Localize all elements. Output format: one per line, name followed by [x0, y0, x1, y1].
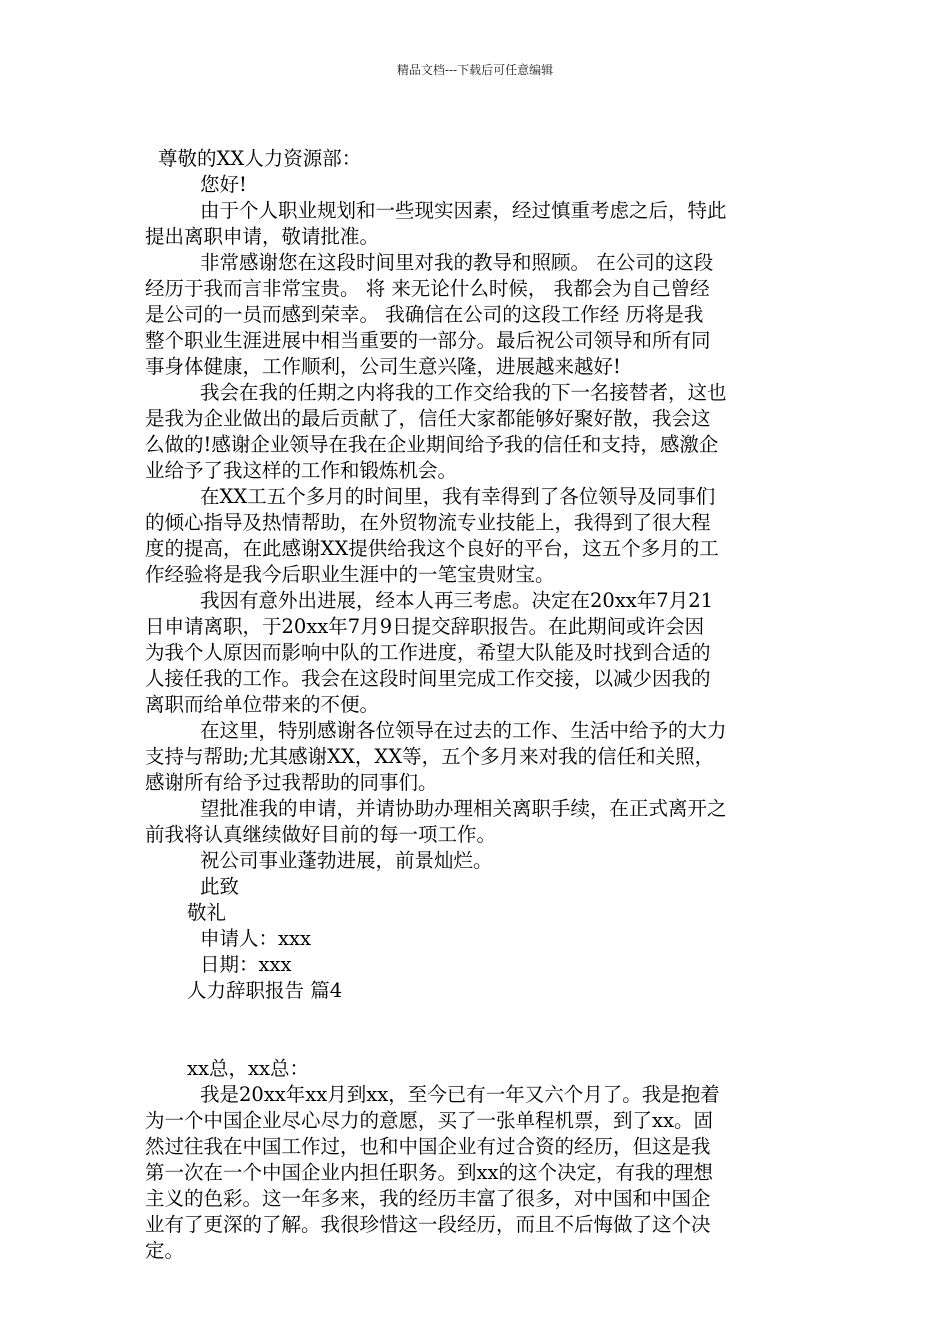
- paragraph-line: 祝公司事业蓬勃进展，前景灿烂。: [200, 849, 493, 872]
- paragraph-line: 日申请离职，于20xx年7月9日提交辞职报告。在此期间或许会因: [145, 615, 705, 638]
- paragraph-line: 整个职业生涯进展中相当重要的一部分。最后祝公司领导和所有同: [145, 329, 711, 352]
- spacer: [145, 1004, 815, 1056]
- section-title: 人力辞职报告 篇4: [187, 979, 343, 1002]
- paragraph-line: 为我个人原因而影响中队的工作进度，希望大队能及时找到合适的: [145, 641, 711, 664]
- paragraph-line: 前我将认真继续做好目前的每一项工作。: [145, 823, 497, 846]
- paragraph-line: 是公司的一员而感到荣幸。 我确信在公司的这段工作经 历将是我: [145, 303, 704, 326]
- paragraph-line: 为一个中国企业尽心尽力的意愿，买了一张单程机票，到了xx。固: [145, 1109, 713, 1132]
- paragraph-line: 业有了更深的了解。我很珍惜这一段经历，而且不后悔做了这个决: [145, 1213, 711, 1236]
- paragraph-line: 离职而给单位带来的不便。: [145, 693, 380, 716]
- paragraph-line: 的倾心指导及热情帮助，在外贸物流专业技能上，我得到了很大程: [145, 511, 711, 534]
- paragraph-line: 非常感谢您在这段时间里对我的教导和照顾。 在公司的这段: [200, 251, 714, 274]
- applicant-line: 申请人：xxx: [200, 927, 311, 950]
- paragraph-line: 度的提高，在此感谢XX提供给我这个良好的平台，这五个多月的工: [145, 537, 719, 560]
- paragraph-line: 我是20xx年xx月到xx，至今已有一年又六个月了。我是抱着: [200, 1083, 720, 1106]
- paragraph-line: 业给予了我这样的工作和锻炼机会。: [145, 459, 458, 482]
- paragraph-line: 主义的色彩。这一年多来，我的经历丰富了很多，对中国和中国企: [145, 1187, 711, 1210]
- paragraph-line: 第一次在一个中国企业内担任职务。到xx的这个决定，有我的理想: [145, 1161, 713, 1184]
- page-header: 精品文档---下载后可任意编辑: [396, 63, 554, 77]
- date-line: 日期：xxx: [200, 953, 292, 976]
- paragraph-line: 人接任我的工作。我会在这段时间里完成工作交接，以减少因我的: [145, 667, 711, 690]
- paragraph-line: 经历于我而言非常宝贵。 将 来无论什么时候， 我都会为自己曾经: [145, 277, 710, 300]
- closing-line: 敬礼: [187, 901, 227, 924]
- letter-body: [145, 146, 815, 1264]
- paragraph-line: 我会在我的任期之内将我的工作交给我的下一名接替者，这也: [200, 381, 727, 404]
- paragraph-line: 望批准我的申请，并请协助办理相关离职手续，在正式离开之: [200, 797, 727, 820]
- paragraph-line: 定。: [145, 1239, 185, 1262]
- paragraph-line: 我因有意外出进展，经本人再三考虑。决定在20xx年7月21: [200, 589, 714, 612]
- paragraph-line: 支持与帮助;尤其感谢XX，XX等，五个多月来对我的信任和关照，: [145, 745, 715, 768]
- paragraph-line: 事身体健康，工作顺利，公司生意兴隆，进展越来越好!: [145, 355, 621, 378]
- paragraph-line: 感谢所有给予过我帮助的同事们。: [145, 771, 438, 794]
- paragraph-line: 提出离职申请，敬请批准。: [145, 225, 380, 248]
- salutation: xx总，xx总：: [187, 1057, 309, 1080]
- paragraph-line: 是我为企业做出的最后贡献了，信任大家都能够好聚好散，我会这: [145, 407, 711, 430]
- paragraph-line: 作经验将是我今后职业生涯中的一笔宝贵财宝。: [145, 563, 555, 586]
- paragraph-line: 在这里，特别感谢各位领导在过去的工作、生活中给予的大力: [200, 719, 727, 742]
- closing-line: 此致: [200, 875, 240, 898]
- greeting: 您好!: [200, 173, 247, 196]
- salutation: 尊敬的XX人力资源部：: [158, 147, 362, 170]
- paragraph-line: 么做的!感谢企业领导在我在企业期间给予我的信任和支持，感激企: [145, 433, 719, 456]
- paragraph-line: 由于个人职业规划和一些现实因素，经过慎重考虑之后，特此: [200, 199, 727, 222]
- paragraph-line: 然过往我在中国工作过，也和中国企业有过合资的经历，但这是我: [145, 1135, 711, 1158]
- paragraph-line: 在XX工五个多月的时间里，我有幸得到了各位领导及同事们: [200, 485, 716, 508]
